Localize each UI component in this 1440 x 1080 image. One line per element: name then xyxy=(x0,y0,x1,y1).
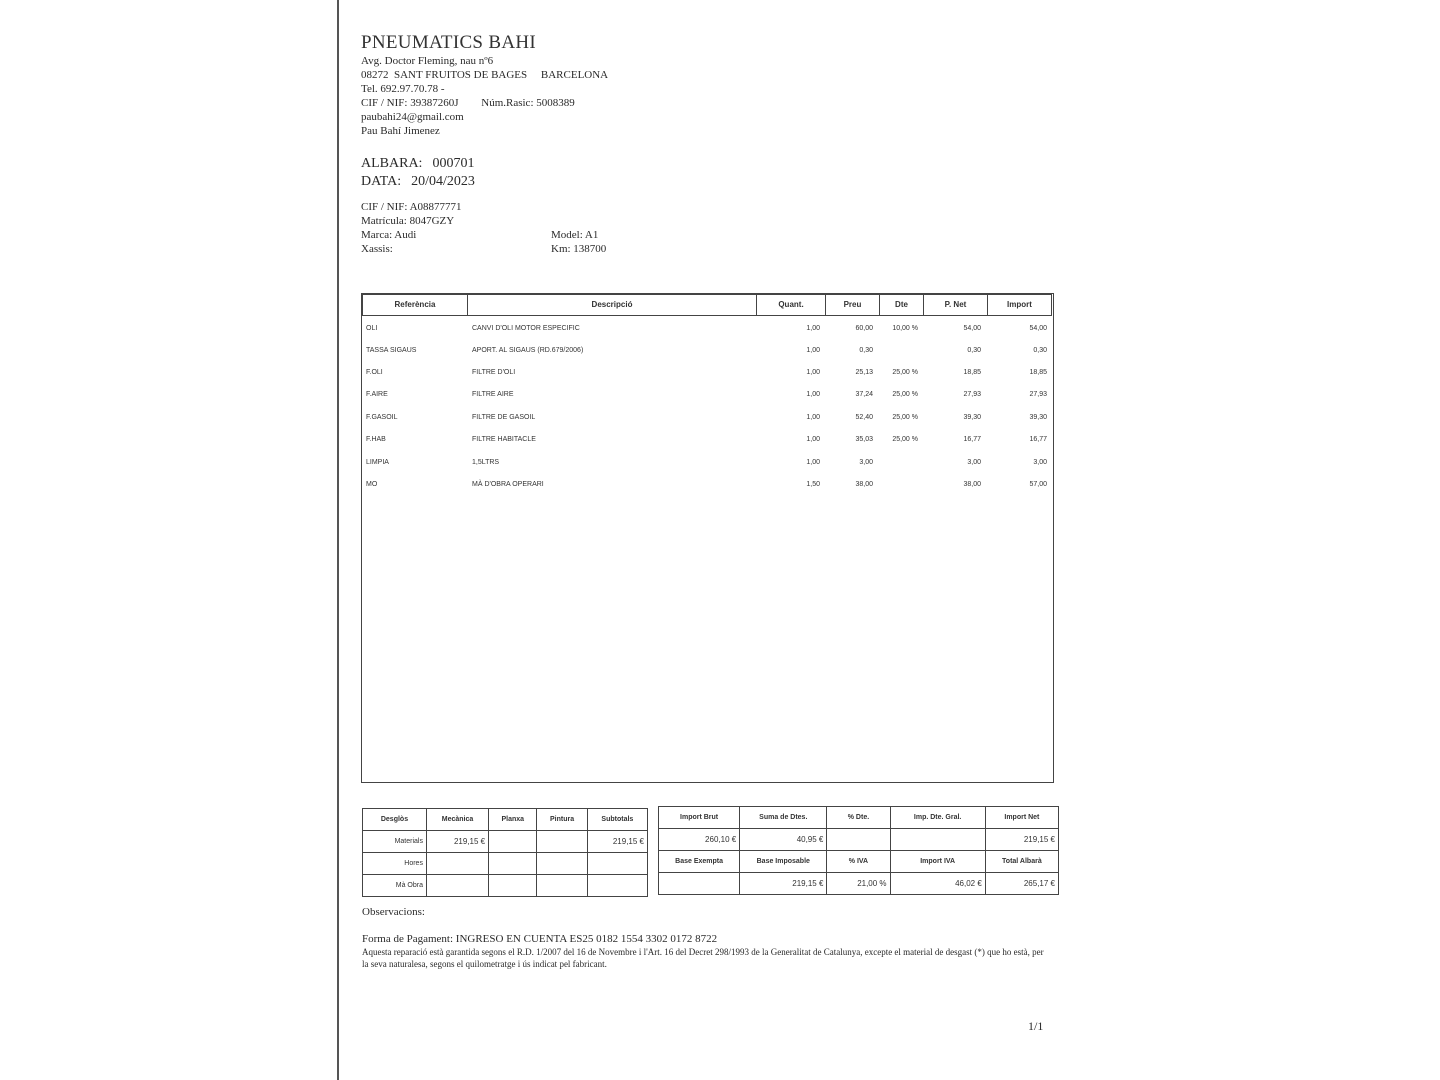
totals-table xyxy=(658,806,1059,895)
cell-price: 3,00 xyxy=(859,459,873,466)
albara-row xyxy=(361,155,475,173)
totals-header: Import Brut xyxy=(659,807,740,829)
cell-desc: MÀ D'OBRA OPERARI xyxy=(472,481,544,488)
breakdown-header: Mecànica xyxy=(426,809,488,831)
table-row xyxy=(362,456,1053,470)
cell-dte: 25,00 % xyxy=(892,436,918,443)
cell-dte: 25,00 % xyxy=(892,391,918,398)
cell-qty: 1,00 xyxy=(806,391,820,398)
totals-value-row xyxy=(659,829,1059,851)
totals-header: Total Albarà xyxy=(985,851,1058,873)
totals-header: Suma de Dtes. xyxy=(740,807,827,829)
cell-desc: FILTRE HABITACLE xyxy=(472,436,536,443)
base-imposable-value: 219,15 € xyxy=(740,873,827,895)
totals-header: % Dte. xyxy=(827,807,890,829)
table-row xyxy=(362,322,1053,336)
totals-header: Import Net xyxy=(985,807,1058,829)
cell-qty: 1,00 xyxy=(806,414,820,421)
cell-net: 27,93 xyxy=(963,391,981,398)
albara-value: 000701 xyxy=(432,156,475,171)
header-price: Preu xyxy=(825,294,880,316)
cell-ref: F.HAB xyxy=(366,436,386,443)
cell-import: 3,00 xyxy=(1033,459,1047,466)
cell-qty: 1,00 xyxy=(806,436,820,443)
cell-desc: 1,5LTRS xyxy=(472,459,500,466)
payment-method: Forma de Pagament: INGRESO EN CUENTA ES25 0182 1554 3302 0172 8722 xyxy=(362,933,718,945)
cell-ref: LIMPIA xyxy=(366,459,389,466)
cell-price: 37,24 xyxy=(855,391,873,398)
breakdown-subtotal: 219,15 € xyxy=(587,831,647,853)
breakdown-table xyxy=(362,808,648,897)
cell-net: 39,30 xyxy=(963,414,981,421)
breakdown-pintura xyxy=(537,875,587,897)
cell-price: 52,40 xyxy=(855,414,873,421)
cell-desc: APORT. AL SIGAUS (RD.679/2006) xyxy=(472,347,584,354)
breakdown-subtotal xyxy=(587,853,647,875)
breakdown-label: Hores xyxy=(363,853,427,875)
breakdown-planxa xyxy=(489,853,537,875)
cell-desc: FILTRE DE GASOIL xyxy=(472,414,536,421)
base-exempta-value xyxy=(659,873,740,895)
table-row xyxy=(362,478,1053,492)
totals-header-row xyxy=(659,807,1059,829)
totals-header: Base Exempta xyxy=(659,851,740,873)
breakdown-header-row xyxy=(363,809,648,831)
cell-dte: 25,00 % xyxy=(892,369,918,376)
cell-desc: CANVI D'OLI MOTOR ESPECIFIC xyxy=(472,325,580,332)
vehicle-model: Model: A1 xyxy=(551,229,599,241)
items-header xyxy=(362,294,1053,318)
vehicle-km: Km: 138700 xyxy=(551,243,607,255)
import-brut-value: 260,10 € xyxy=(659,829,740,851)
table-row xyxy=(362,411,1053,425)
company-header xyxy=(361,32,608,138)
breakdown-mecanica: 219,15 € xyxy=(426,831,488,853)
breakdown-label: Mà Obra xyxy=(363,875,427,897)
header-reference: Referència xyxy=(362,294,468,316)
breakdown-pintura xyxy=(537,853,587,875)
cell-import: 16,77 xyxy=(1029,436,1047,443)
vehicle-chassis: Xassis: xyxy=(361,243,393,255)
breakdown-mecanica xyxy=(426,875,488,897)
date-value: 20/04/2023 xyxy=(411,174,475,189)
cell-net: 54,00 xyxy=(963,325,981,332)
cell-qty: 1,00 xyxy=(806,369,820,376)
company-city: 08272 SANT FRUITOS DE BAGES BARCELONA xyxy=(361,69,609,81)
cell-net: 38,00 xyxy=(963,481,981,488)
vehicle-info xyxy=(361,200,761,256)
items-table xyxy=(361,293,1054,783)
document-info xyxy=(361,155,475,191)
totals-header: % IVA xyxy=(827,851,890,873)
totals-header: Import IVA xyxy=(890,851,985,873)
company-tel: Tel. 692.97.70.78 - xyxy=(361,83,445,95)
pct-iva-value: 21,00 % xyxy=(827,873,890,895)
cell-net: 18,85 xyxy=(963,369,981,376)
cell-ref: F.OLI xyxy=(366,369,383,376)
breakdown-header: Desglòs xyxy=(363,809,427,831)
payment-section xyxy=(362,933,1052,970)
total-albara-value: 265,17 € xyxy=(985,873,1058,895)
breakdown-header: Subtotals xyxy=(587,809,647,831)
header-description: Descripció xyxy=(467,294,757,316)
table-row xyxy=(362,344,1053,358)
company-email: paubahi24@gmail.com xyxy=(361,111,464,123)
cell-qty: 1,00 xyxy=(806,347,820,354)
cell-price: 35,03 xyxy=(855,436,873,443)
breakdown-row xyxy=(363,875,648,897)
header-import: Import xyxy=(987,294,1052,316)
header-net-price: P. Net xyxy=(923,294,988,316)
pct-dte-value xyxy=(827,829,890,851)
table-row xyxy=(362,366,1053,380)
totals-header-row xyxy=(659,851,1059,873)
import-iva-value: 46,02 € xyxy=(890,873,985,895)
cell-desc: FILTRE D'OLI xyxy=(472,369,516,376)
totals-header: Imp. Dte. Gral. xyxy=(890,807,985,829)
cell-net: 3,00 xyxy=(967,459,981,466)
breakdown-row xyxy=(363,853,648,875)
page-edge-line xyxy=(337,0,339,1080)
vehicle-chassis-row xyxy=(361,242,761,256)
header-quantity: Quant. xyxy=(756,294,826,316)
cell-ref: OLI xyxy=(366,325,378,332)
cell-price: 25,13 xyxy=(855,369,873,376)
company-name: PNEUMATICS BAHI xyxy=(361,32,536,53)
cell-ref: F.AIRE xyxy=(366,391,388,398)
cell-price: 0,30 xyxy=(859,347,873,354)
cell-import: 54,00 xyxy=(1029,325,1047,332)
breakdown-planxa xyxy=(489,875,537,897)
cell-net: 16,77 xyxy=(963,436,981,443)
breakdown-header: Pintura xyxy=(537,809,587,831)
cell-price: 60,00 xyxy=(855,325,873,332)
header-discount: Dte xyxy=(879,294,924,316)
cell-ref: TASSA SIGAUS xyxy=(366,347,417,354)
date-label: DATA: xyxy=(361,174,402,189)
page-number: 1/1 xyxy=(1028,1019,1044,1033)
table-row xyxy=(362,388,1053,402)
company-owner: Pau Bahí Jimenez xyxy=(361,125,440,137)
observations-label: Observacions: xyxy=(362,906,425,918)
company-cif: CIF / NIF: 39387260J xyxy=(361,97,459,109)
cell-import: 57,00 xyxy=(1029,481,1047,488)
cell-price: 38,00 xyxy=(855,481,873,488)
breakdown-planxa xyxy=(489,831,537,853)
cell-desc: FILTRE AIRE xyxy=(472,391,514,398)
vehicle-brand-row xyxy=(361,228,761,242)
breakdown-subtotal xyxy=(587,875,647,897)
breakdown-pintura xyxy=(537,831,587,853)
cell-dte: 10,00 % xyxy=(892,325,918,332)
cell-dte: 25,00 % xyxy=(892,414,918,421)
breakdown-mecanica xyxy=(426,853,488,875)
warranty-text: Aquesta reparació està garantida segons el R.D. 1/2007 del 16 de Novembre i l'Art. 16 del Decret 298/1993 de la Generalitat de Catalunya, excepte el material de desgast (*) que ho està, per la seva naturalesa, segons el quilometratge i ús indicat pel fabricant. xyxy=(362,947,1044,969)
cell-import: 18,85 xyxy=(1029,369,1047,376)
totals-value-row xyxy=(659,873,1059,895)
cell-qty: 1,00 xyxy=(806,459,820,466)
table-row xyxy=(362,433,1053,447)
cell-qty: 1,00 xyxy=(806,325,820,332)
breakdown-row xyxy=(363,831,648,853)
company-ids xyxy=(361,96,608,110)
vehicle-plate: Matrícula: 8047GZY xyxy=(361,215,455,227)
breakdown-header: Planxa xyxy=(489,809,537,831)
company-nim: Núm.Rasic: 5008389 xyxy=(481,97,575,109)
imp-dte-gral-value xyxy=(890,829,985,851)
cell-net: 0,30 xyxy=(967,347,981,354)
cell-import: 27,93 xyxy=(1029,391,1047,398)
cell-import: 0,30 xyxy=(1033,347,1047,354)
breakdown-label: Materials xyxy=(363,831,427,853)
cell-import: 39,30 xyxy=(1029,414,1047,421)
company-address: Avg. Doctor Fleming, nau nº6 xyxy=(361,55,494,67)
cell-ref: MO xyxy=(366,481,378,488)
suma-dtes-value: 40,95 € xyxy=(740,829,827,851)
date-row xyxy=(361,173,475,191)
client-cif: CIF / NIF: A08877771 xyxy=(361,201,462,213)
vehicle-brand: Marca: Audi xyxy=(361,229,417,241)
import-net-value: 219,15 € xyxy=(985,829,1058,851)
cell-ref: F.GASOIL xyxy=(366,414,398,421)
totals-header: Base Imposable xyxy=(740,851,827,873)
cell-qty: 1,50 xyxy=(806,481,820,488)
albara-label: ALBARA: xyxy=(361,156,423,171)
